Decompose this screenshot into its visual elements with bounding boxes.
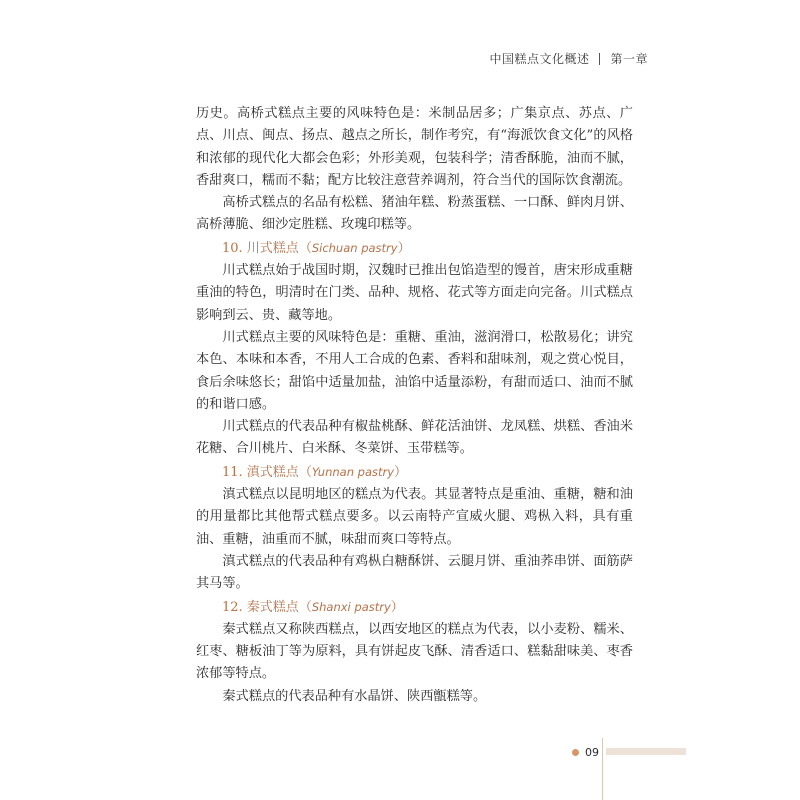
running-header [489, 50, 648, 67]
heading-en: Sichuan pastry [311, 240, 398, 255]
paragraph: 川式糕点主要的风味特色是：重糖、重油，滋润滑口，松散易化；讲究本色、本味和本香，不用人工合成的色素、香料和甜味剂，观之赏心悦目，食后余味悠长；甜馅中适量加盐，油馅中适量添粉，有甜而适口、油而不腻的和谐口感。 [196, 329, 633, 412]
paragraph: 历史。高桥式糕点主要的风味特色是：米制品居多；广集京点、苏点、广点、川点、闽点、扬点、越点之所长，制作考究，有“海派饮食文化”的风格和浓郁的现代化大都会色彩；外形美观，包装科学；清香酥脆，油而不腻，香甜爽口，糯而不黏；配方比较注意营养调剂，符合当代的国际饮食潮流。 [196, 106, 633, 188]
section-heading-shanxi: 12. 秦式糕点（Shanxi pastry） [222, 599, 404, 615]
footer-rule [602, 738, 603, 800]
heading-en: Shanxi pastry [311, 599, 391, 614]
heading-zh: 10. 川式糕点 [222, 240, 299, 256]
body-text [196, 103, 633, 708]
page-number: 09 [585, 746, 599, 759]
paragraph: 滇式糕点的代表品种有鸡枞白糖酥饼、云腿月饼、重油荞串饼、面筋萨其马等。 [196, 553, 633, 592]
paragraph: 川式糕点始于战国时期，汉魏时已推出包馅造型的馒首，唐宋形成重糖重油的特色，明清时在门类、品种、规格、花式等方面走向完备。川式糕点影响到云、贵、藏等地。 [196, 263, 633, 323]
section-heading-yunnan: 11. 滇式糕点（Yunnan pastry） [222, 464, 408, 480]
footer-bar [606, 748, 686, 755]
paragraph: 秦式糕点的代表品种有水晶饼、陕西甑糕等。 [222, 688, 487, 704]
paragraph: 滇式糕点以昆明地区的糕点为代表。其显著特点是重油、重糖，糖和油的用量都比其他帮式糕点要多。以云南特产宣威火腿、鸡枞入料，具有重油、重糖，油重而不腻，味甜而爽口等特点。 [196, 487, 633, 547]
paragraph: 川式糕点的代表品种有椒盐桃酥、鲜花活油饼、龙凤糕、烘糕、香油米花糖、合川桃片、白米酥、冬菜饼、玉带糕等。 [196, 419, 633, 457]
paragraph: 高桥式糕点的名品有松糕、猪油年糕、粉蒸蛋糕、一口酥、鲜肉月饼、高桥薄脆、细沙定胜糕、玫瑰印糕等。 [196, 195, 633, 233]
header-chapter: 第一章 [610, 52, 648, 66]
footer-dot-icon [572, 749, 579, 756]
heading-zh: 11. 滇式糕点 [222, 464, 299, 480]
heading-zh: 12. 秦式糕点 [222, 599, 299, 615]
heading-en: Yunnan pastry [311, 464, 395, 479]
paragraph: 秦式糕点又称陕西糕点，以西安地区的糕点为代表，以小麦粉、糯米、红枣、糖板油丁等为原料，具有饼起皮飞酥、清香适口、糕黏甜味美、枣香浓郁等特点。 [196, 621, 633, 682]
section-heading-sichuan: 10. 川式糕点（Sichuan pastry） [222, 240, 411, 256]
header-book-title: 中国糕点文化概述 [489, 52, 590, 66]
header-separator [599, 53, 600, 65]
page-footer [572, 746, 599, 759]
